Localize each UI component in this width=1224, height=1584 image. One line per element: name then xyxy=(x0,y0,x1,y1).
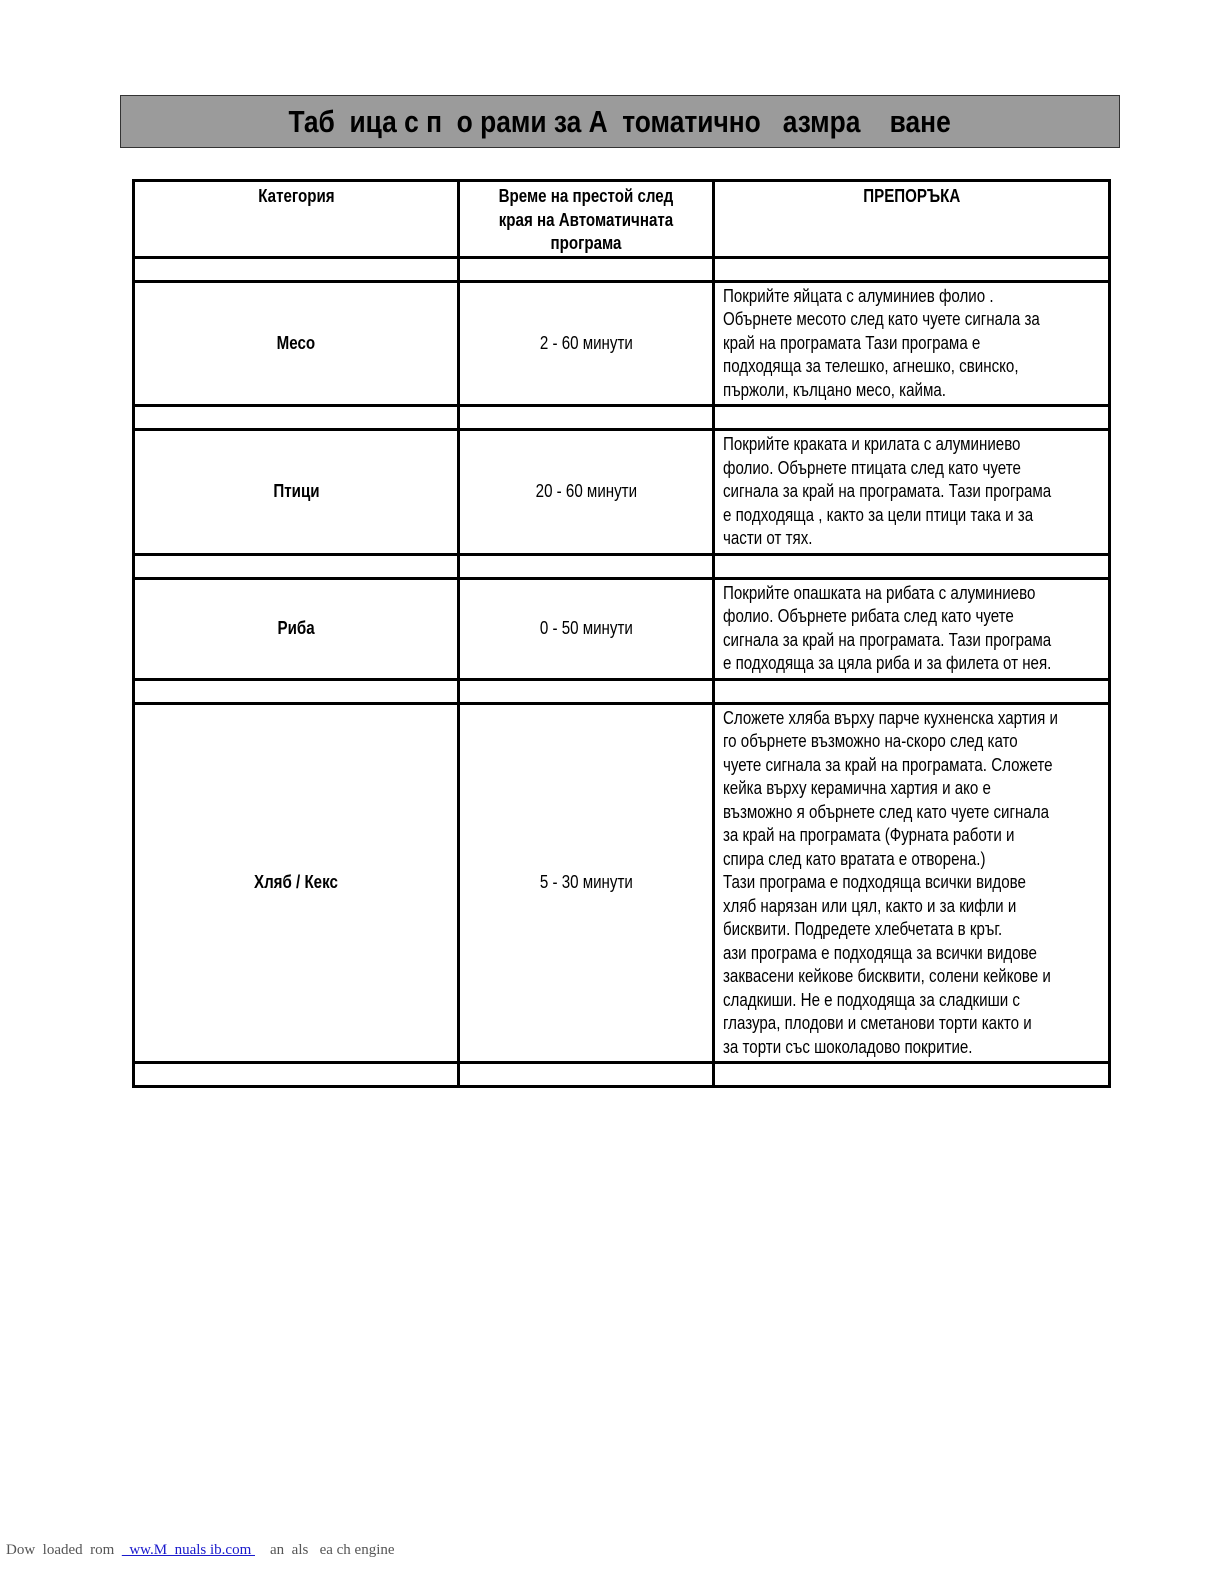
header-recommendation: ПРЕПОРЪКА xyxy=(714,181,1110,258)
recommendation-cell: Покрийте опашката на рибата с алуминиево фолио. Обърнете рибата след като чуете сигнала за край на програмата. Тази програма е подходяща за цяла риба и за филета от нея. xyxy=(714,578,1110,679)
footer: Dow loaded rom ww.M nuals ib.com an als ea ch engine xyxy=(6,1542,395,1558)
table-header-row xyxy=(134,181,1110,258)
time-cell: 0 - 50 минути xyxy=(459,578,714,679)
table-row xyxy=(134,703,1110,1063)
header-category: Категория xyxy=(134,181,459,258)
spacer-row xyxy=(134,406,1110,430)
title-banner xyxy=(120,95,1120,148)
footer-link[interactable]: ww.M nuals ib.com xyxy=(121,1542,255,1558)
recommendation-cell: Покрийте краката и крилата с алуминиево фолио. Обърнете птицата след като чуете сигнала за край на програмата. Тази програма е подходяща , както за цели птици така и за части от тях. xyxy=(714,430,1110,555)
page-title: Таб ица с п о рами за А томатично азмра ване xyxy=(288,103,952,139)
recommendation-cell: Покрийте яйцата с алуминиев фолио . Обърнете месото след като чуете сигнала за край на програмата Тази програма е подходяща за телешко, агнешко, свинско, пържоли, кълцано месо, кайма. xyxy=(714,281,1110,406)
time-cell: 20 - 60 минути xyxy=(459,430,714,555)
category-cell: Риба xyxy=(134,578,459,679)
spacer-row xyxy=(134,257,1110,281)
spacer-row xyxy=(134,679,1110,703)
recommendation-cell: Сложете хляба върху парче кухненска хартия и го обърнете възможно на-скоро след като чуете сигнала за край на програмата. Сложете кейка върху керамична хартия и ако е възможно я обърнете след като чуете сигнала за край на програмата (Фурната работи и спира след като вратата е отворена.) Тази програма е подходяща всички видове хляб нарязан или цял, както и за кифли и бисквити. Подредете хлебчетата в кръг. ази програма е подходяща за всички видове заквасени кейкове бисквити, солени кейкове и сладкиши. Не е подходяща за сладкиши с глазура, плодови и сметанови торти както и за торти със шоколадово покритие. xyxy=(714,703,1110,1063)
category-cell: Месо xyxy=(134,281,459,406)
table-row xyxy=(134,430,1110,555)
spacer-row xyxy=(134,554,1110,578)
time-cell: 2 - 60 минути xyxy=(459,281,714,406)
time-cell: 5 - 30 минути xyxy=(459,703,714,1063)
spacer-row xyxy=(134,1063,1110,1087)
category-cell: Птици xyxy=(134,430,459,555)
auto-defrost-table xyxy=(132,179,1111,1088)
category-cell: Хляб / Кекс xyxy=(134,703,459,1063)
table-row xyxy=(134,281,1110,406)
table-row xyxy=(134,578,1110,679)
header-time: Време на престой след края на Автоматичната програма xyxy=(459,181,714,258)
